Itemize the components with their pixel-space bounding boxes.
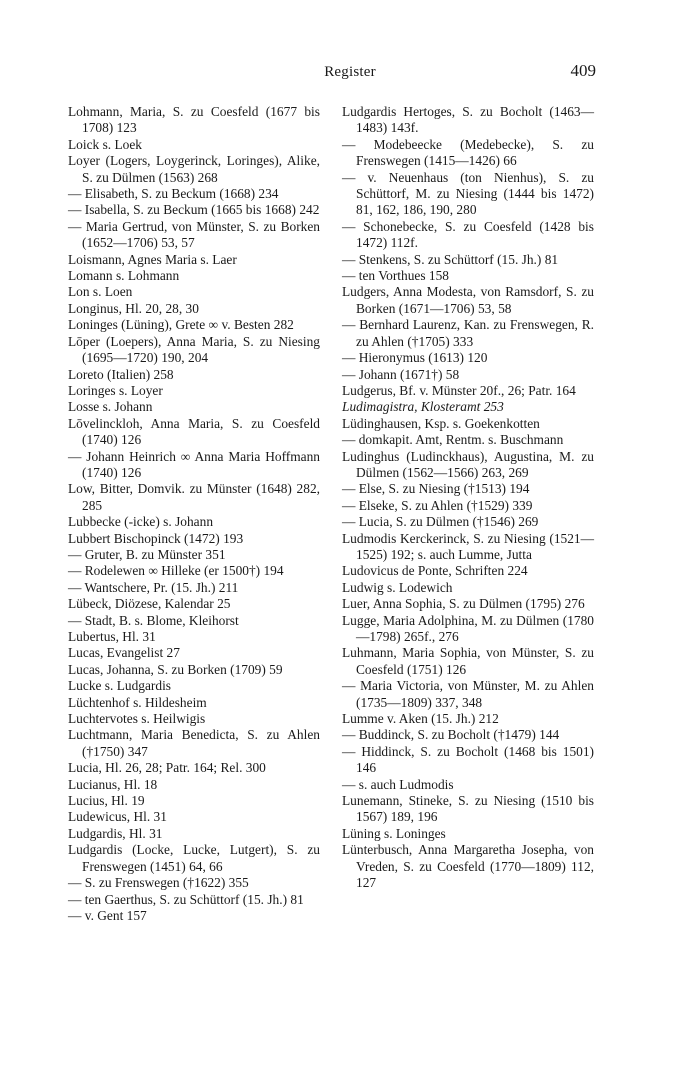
index-entry: Ludgerus, Bf. v. Münster 20f., 26; Patr. 164 bbox=[342, 382, 576, 398]
index-entry: — Schonebecke, S. zu Coesfeld (1428 bis 1472) 112f. bbox=[342, 218, 594, 251]
index-entry: Loninges (Lüning), Grete ∞ v. Besten 282 bbox=[68, 317, 294, 333]
index-entry: Lüchtenhof s. Hildesheim bbox=[68, 694, 207, 710]
index-entry: Lubbecke (-icke) s. Johann bbox=[68, 514, 214, 530]
index-entry: Lohmann, Maria, S. zu Coesfeld (1677 bis 1708) 123 bbox=[68, 104, 320, 136]
index-entry: Ludgardis, Hl. 31 bbox=[68, 825, 163, 841]
index-column-left bbox=[68, 104, 320, 924]
page-number: 409 bbox=[570, 61, 596, 80]
index-entry: — Johann Heinrich ∞ Anna Maria Hoffmann (1740) 126 bbox=[68, 448, 320, 480]
index-entry: — Elseke, S. zu Ahlen (†1529) 339 bbox=[342, 497, 533, 513]
index-entry: — Rodelewen ∞ Hilleke (er 1500†) 194 bbox=[68, 563, 284, 579]
index-entry: — ten Vorthues 158 bbox=[342, 268, 449, 284]
index-entry: Lubertus, Hl. 31 bbox=[68, 629, 156, 644]
index-entry: Lōper (Loepers), Anna Maria, S. zu Niesing (1695—1720) 190, 204 bbox=[68, 333, 320, 366]
index-entry: Loreto (Italien) 258 bbox=[68, 366, 174, 382]
index-entry: Lomann s. Lohmann bbox=[68, 268, 180, 284]
index-entry: — Buddinck, S. zu Bocholt (†1479) 144 bbox=[342, 727, 560, 743]
index-entry: — Maria Gertrud, von Münster, S. zu Borken (1652—1706) 53, 57 bbox=[68, 218, 320, 251]
index-entry: — v. Gent 157 bbox=[68, 907, 147, 923]
index-entry: Lübeck, Diözese, Kalendar 25 bbox=[68, 596, 231, 612]
index-entry: Luchtervotes s. Heilwigis bbox=[68, 711, 206, 727]
index-entry: — Modebeecke (Medebecke), S. zu Frenswegen (1415—1426) 66 bbox=[342, 136, 594, 169]
running-header bbox=[0, 61, 700, 84]
index-entry: Lugge, Maria Adolphina, M. zu Dülmen (1780—1798) 265f., 276 bbox=[342, 612, 594, 644]
index-entry: Lucianus, Hl. 18 bbox=[68, 776, 158, 792]
index-entry: — Elisabeth, S. zu Beckum (1668) 234 bbox=[68, 186, 279, 202]
index-entry: Loismann, Agnes Maria s. Laer bbox=[68, 251, 237, 267]
index-column-right bbox=[342, 104, 594, 892]
index-entry: — Stenkens, S. zu Schüttorf (15. Jh.) 81 bbox=[342, 251, 559, 267]
running-title: Register bbox=[324, 64, 376, 80]
index-entry: — Hiddinck, S. zu Bocholt (1468 bis 1501) 146 bbox=[342, 743, 594, 776]
index-entry: Ludwig s. Lodewich bbox=[342, 579, 453, 595]
index-entry: — Else, S. zu Niesing (†1513) 194 bbox=[342, 481, 530, 497]
index-entry: Lubbert Bischopinck (1472) 193 bbox=[68, 530, 244, 546]
index-entry: Longinus, Hl. 20, 28, 30 bbox=[68, 300, 199, 316]
index-entry: Lucas, Evangelist 27 bbox=[68, 645, 180, 661]
index-entry: Ludovicus de Ponte, Schriften 224 bbox=[342, 563, 528, 579]
index-entry: — ten Gaerthus, S. zu Schüttorf (15. Jh.) 81 bbox=[68, 891, 304, 907]
index-entry: Lüdinghausen, Ksp. s. Goekenkotten bbox=[342, 415, 540, 431]
index-entry: — domkapit. Amt, Rentm. s. Buschmann bbox=[342, 432, 564, 448]
index-entry: — Lucia, S. zu Dülmen (†1546) 269 bbox=[342, 514, 539, 530]
index-entry: Loick s. Loek bbox=[68, 136, 143, 152]
index-entry: — Maria Victoria, von Münster, M. zu Ahlen (1735—1809) 337, 348 bbox=[342, 678, 594, 710]
index-entry: Lucia, Hl. 26, 28; Patr. 164; Rel. 300 bbox=[68, 760, 266, 776]
index-entry: Lüning s. Loninges bbox=[342, 825, 446, 841]
index-entry: — Johann (1671†) 58 bbox=[342, 366, 460, 382]
index-entry: Luchtmann, Maria Benedicta, S. zu Ahlen (†1750) 347 bbox=[68, 727, 320, 759]
index-entry: Loyer (Logers, Loygerinck, Loringes), Alike, S. zu Dülmen (1563) 268 bbox=[68, 153, 320, 185]
index-entry: Loringes s. Loyer bbox=[68, 382, 163, 398]
index-entry: Lumme v. Aken (15. Jh.) 212 bbox=[342, 711, 499, 727]
index-entry: Luhmann, Maria Sophia, von Münster, S. zu Coesfeld (1751) 126 bbox=[342, 645, 594, 677]
index-entry: Luer, Anna Sophia, S. zu Dülmen (1795) 276 bbox=[342, 596, 585, 612]
index-entry: Lunemann, Stineke, S. zu Niesing (1510 bis 1567) 189, 196 bbox=[342, 793, 594, 825]
index-entry: — s. auch Ludmodis bbox=[342, 776, 454, 792]
index-entry: Lucius, Hl. 19 bbox=[68, 793, 145, 809]
index-entry: — Bernhard Laurenz, Kan. zu Frenswegen, R. zu Ahlen (†1705) 333 bbox=[342, 317, 594, 349]
index-entry: — Stadt, B. s. Blome, Kleihorst bbox=[68, 612, 239, 628]
index-entry: Ludmodis Kerckerinck, S. zu Niesing (1521—1525) 192; s. auch Lumme, Jutta bbox=[342, 530, 594, 562]
index-entry: Lucas, Johanna, S. zu Borken (1709) 59 bbox=[68, 661, 283, 677]
index-entry: Lucke s. Ludgardis bbox=[68, 678, 172, 694]
index-entry: Ludgers, Anna Modesta, von Ramsdorf, S. zu Borken (1671—1706) 53, 58 bbox=[342, 284, 594, 316]
index-entry: Ludgardis Hertoges, S. zu Bocholt (1463—1483) 143f. bbox=[342, 104, 594, 136]
index-entry: — Isabella, S. zu Beckum (1665 bis 1668) 242 bbox=[68, 202, 320, 218]
index-entry: Low, Bitter, Domvik. zu Münster (1648) 282, 285 bbox=[68, 481, 320, 513]
index-entry: Lon s. Loen bbox=[68, 284, 133, 300]
index-entry: Ludimagistra, Klosteramt 253 bbox=[342, 399, 504, 415]
index-entry: Ludinghus (Ludinckhaus), Augustina, M. zu Dülmen (1562—1566) 263, 269 bbox=[342, 448, 594, 480]
index-entry: — Wantschere, Pr. (15. Jh.) 211 bbox=[68, 579, 239, 595]
index-entry: Losse s. Johann bbox=[68, 399, 153, 415]
index-entry: — S. zu Frenswegen (†1622) 355 bbox=[68, 875, 249, 891]
index-entry: Ludewicus, Hl. 31 bbox=[68, 809, 167, 825]
index-entry: — Hieronymus (1613) 120 bbox=[342, 350, 488, 366]
index-entry: — Gruter, B. zu Münster 351 bbox=[68, 546, 226, 562]
index-entry: Lōvelinckloh, Anna Maria, S. zu Coesfeld (1740) 126 bbox=[68, 415, 320, 448]
index-entry: Lünterbusch, Anna Margaretha Josepha, von Vreden, S. zu Coesfeld (1770—1809) 112, 127 bbox=[342, 842, 594, 891]
index-entry: Ludgardis (Locke, Lucke, Lutgert), S. zu Frenswegen (1451) 64, 66 bbox=[68, 842, 320, 874]
index-entry: — v. Neuenhaus (ton Nienhus), S. zu Schüttorf, M. zu Niesing (1444 bis 1472) 81, 162, 186, 190, 280 bbox=[342, 169, 594, 218]
